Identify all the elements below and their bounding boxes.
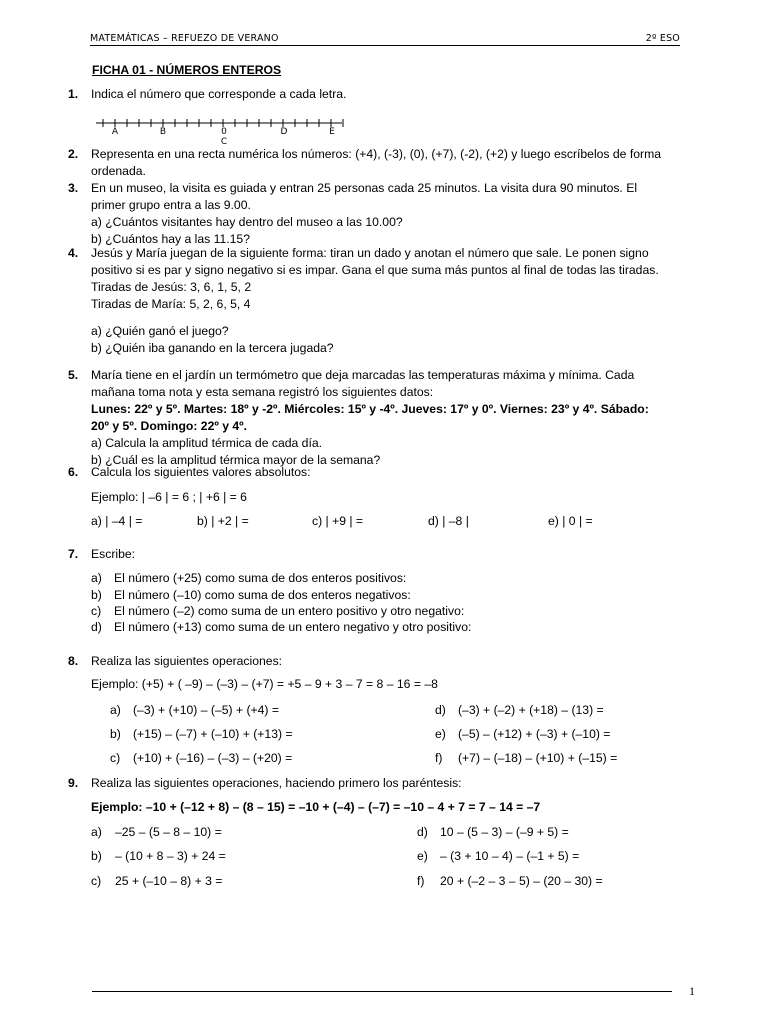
operation-text: (+10) + (–16) – (–3) – (+20) =	[133, 751, 293, 765]
question-text-line: En un museo, la visita es guiada y entran 25 personas cada 25 minutos. La visita dura 90 minutos. El	[91, 181, 638, 195]
item-label: d)	[417, 825, 428, 839]
operation-text: 25 + (–10 – 8) + 3 =	[115, 874, 223, 888]
question-text: Realiza las siguientes operaciones:	[91, 654, 283, 668]
number-line-label-c: C	[220, 137, 228, 147]
question-part-a: a) Calcula la amplitud térmica de cada día.	[91, 436, 323, 450]
item-label: d)	[91, 620, 102, 634]
operation-text: 10 – (5 – 3) – (–9 + 5) =	[440, 825, 569, 839]
abs-item-d: d) | –8 |	[428, 514, 469, 528]
item-text: El número (–2) como suma de un entero positivo y otro negativo:	[114, 604, 465, 618]
item-label: f)	[435, 751, 443, 765]
question-part-b: b) ¿Cuál es la amplitud térmica mayor de la semana?	[91, 453, 381, 467]
question-part-b: b) ¿Quién iba ganando en la tercera jugada?	[91, 341, 334, 355]
item-label: c)	[110, 751, 121, 765]
operation-text: –25 – (5 – 8 – 10) =	[115, 825, 222, 839]
header-course: MATEMÁTICAS – REFUEZO DE VERANO	[90, 33, 279, 44]
example-abs: Ejemplo: | –6 | = 6 ; | +6 | = 6	[91, 490, 247, 504]
item-label: a)	[110, 703, 121, 717]
item-label: d)	[435, 703, 446, 717]
number-line-label-b: B	[159, 127, 167, 137]
operation-text: (–3) + (+10) – (–5) + (+4) =	[133, 703, 279, 717]
abs-item-a: a) | –4 | =	[91, 514, 143, 528]
question-text: Calcula los siguientes valores absolutos:	[91, 465, 311, 479]
item-text: El número (+13) como suma de un entero negativo y otro positivo:	[114, 620, 472, 634]
item-label: b)	[110, 727, 121, 741]
example-operation: Ejemplo: –10 + (–12 + 8) – (8 – 15) = –10 + (–4) – (–7) = –10 – 4 + 7 = 7 – 14 = –7	[91, 800, 541, 814]
question-text-line: mañana toma nota y esta semana registró los siguientes datos:	[91, 385, 434, 399]
footer-rule	[92, 991, 672, 992]
abs-item-c: c) | +9 | =	[312, 514, 364, 528]
number-line-label-a: A	[111, 127, 119, 137]
item-label: e)	[435, 727, 446, 741]
question-number: 3.	[68, 181, 79, 195]
question-text: Indica el número que corresponde a cada letra.	[91, 87, 347, 101]
question-part-a: a) ¿Quién ganó el juego?	[91, 324, 229, 338]
item-label: b)	[91, 849, 102, 863]
question-text-line: ordenada.	[91, 164, 146, 178]
question-text: Realiza las siguientes operaciones, haciendo primero los paréntesis:	[91, 776, 462, 790]
question-number: 9.	[68, 776, 79, 790]
question-text: Escribe:	[91, 547, 136, 561]
question-number: 1.	[68, 87, 79, 101]
operation-text: – (3 + 10 – 4) – (–1 + 5) =	[440, 849, 580, 863]
worksheet-title: FICHA 01 - NÚMEROS ENTEROS	[92, 63, 282, 77]
operation-text: 20 + (–2 – 3 – 5) – (20 – 30) =	[440, 874, 603, 888]
question-number: 7.	[68, 547, 79, 561]
question-text-line: María tiene en el jardín un termómetro que deja marcadas las temperaturas máxima y mínima. Cada	[91, 368, 635, 382]
item-label: c)	[91, 604, 102, 618]
page-header	[90, 33, 680, 46]
abs-item-b: b) | +2 | =	[197, 514, 249, 528]
question-number: 2.	[68, 147, 79, 161]
item-text: El número (–10) como suma de dos enteros negativos:	[114, 588, 411, 602]
temperature-data-line: Lunes: 22º y 5º. Martes: 18º y -2º. Miércoles: 15º y -4º. Jueves: 17º y 0º. Viernes: 23º y 4º. Sábado:	[91, 402, 649, 416]
abs-item-e: e) | 0 | =	[548, 514, 593, 528]
operation-text: (–3) + (–2) + (+18) – (13) =	[458, 703, 604, 717]
number-line-label-d: D	[280, 127, 288, 137]
question-number: 5.	[68, 368, 79, 382]
item-label: a)	[91, 825, 102, 839]
question-text-line: primer grupo entra a las 9.00.	[91, 198, 251, 212]
operation-text: (–5) – (+12) + (–3) + (–10) =	[458, 727, 611, 741]
item-text: El número (+25) como suma de dos enteros positivos:	[114, 571, 407, 585]
question-text-line: Representa en una recta numérica los números: (+4), (-3), (0), (+7), (-2), (+2) y luego escríbelos de forma	[91, 147, 662, 161]
question-text-line: Jesús y María juegan de la siguiente forma: tiran un dado y anotan el número que sale. Le ponen signo	[91, 246, 649, 260]
question-text-line: positivo si es par y signo negativo si es impar. Gana el que suma más puntos al final de todas las tiradas.	[91, 263, 659, 277]
question-text-line: Tiradas de Jesús: 3, 6, 1, 5, 2	[91, 280, 252, 294]
item-label: c)	[91, 874, 102, 888]
example-operation: Ejemplo: (+5) + ( –9) – (–3) – (+7) = +5 – 9 + 3 – 7 = 8 – 16 = –8	[91, 677, 438, 691]
item-label: e)	[417, 849, 428, 863]
header-grade: 2º ESO	[645, 33, 680, 44]
temperature-data-line: 20º y 5º. Domingo: 22º y 4º.	[91, 419, 247, 433]
item-label: b)	[91, 588, 102, 602]
item-label: f)	[417, 874, 425, 888]
page-number: 1	[689, 984, 695, 998]
question-text-line: Tiradas de María: 5, 2, 6, 5, 4	[91, 297, 251, 311]
question-part-b: b) ¿Cuántos hay a las 11.15?	[91, 232, 250, 246]
question-number: 8.	[68, 654, 79, 668]
question-number: 6.	[68, 465, 79, 479]
question-part-a: a) ¿Cuántos visitantes hay dentro del museo a las 10.00?	[91, 215, 403, 229]
operation-text: – (10 + 8 – 3) + 24 =	[115, 849, 226, 863]
number-line-label-e: E	[329, 127, 335, 137]
number-line	[94, 114, 344, 148]
operation-text: (+7) – (–18) – (+10) + (–15) =	[458, 751, 618, 765]
question-number: 4.	[68, 246, 79, 260]
item-label: a)	[91, 571, 102, 585]
number-line-label-zero: 0	[221, 127, 227, 137]
operation-text: (+15) – (–7) + (–10) + (+13) =	[133, 727, 293, 741]
